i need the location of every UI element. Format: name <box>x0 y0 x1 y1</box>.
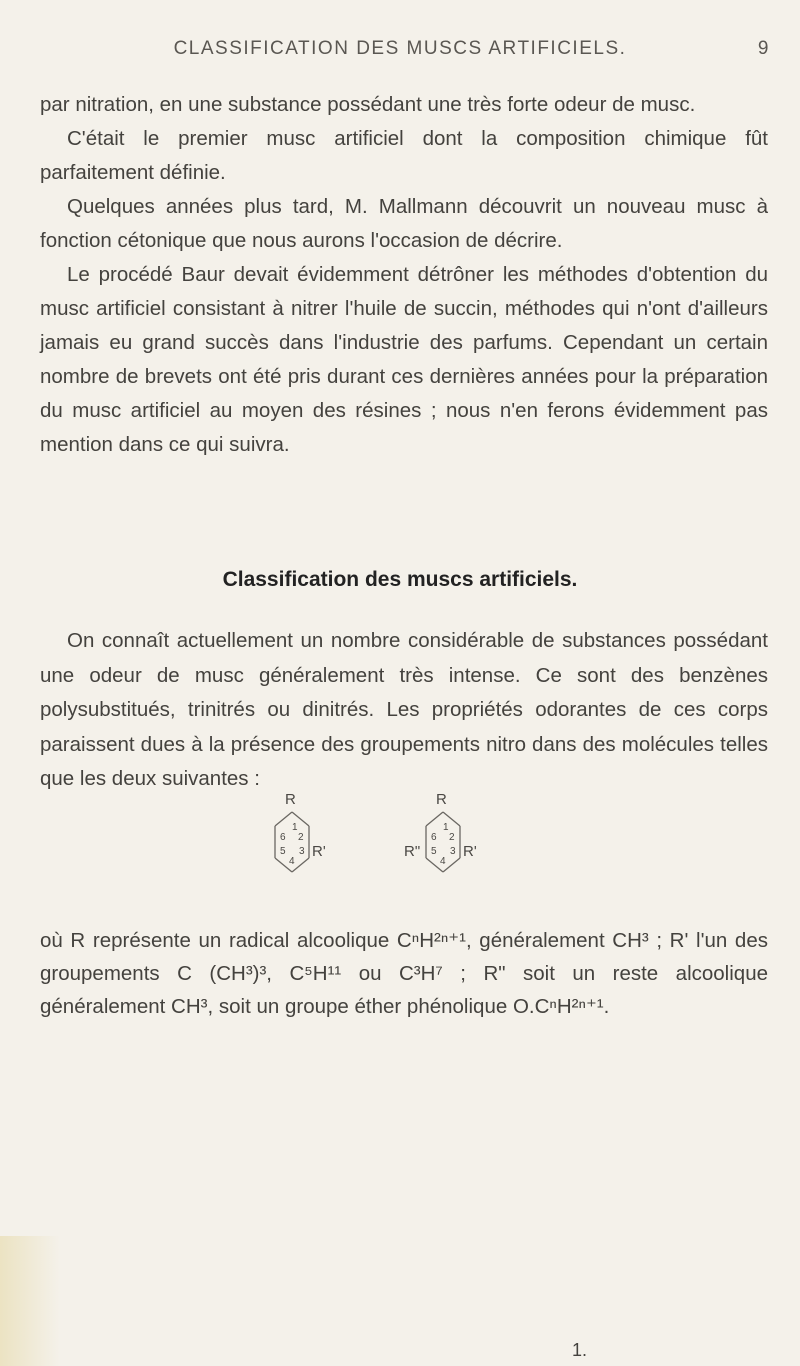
paragraph: Le procédé Baur devait évidemment détrôner les méthodes d'obtention du musc artificiel consistant à nitrer l'huile de succin, méthodes qui n'ont d'ailleurs jamais eu grand succès dans l'industrie des parfums. Cependant un certain nombre de brevets ont été pris durant ces dernières années pour la préparation du musc artificiel au moyen des résines ; nous n'en ferons évidemment pas mention dans ce qui suivra. <box>40 263 768 456</box>
formula-left-num-6: 6 <box>280 832 286 843</box>
formula-right-num-4: 4 <box>440 856 446 867</box>
body-text-after-formulas <box>40 924 768 1023</box>
footnote-marker: 1. <box>572 1340 588 1360</box>
formula-right-left-sub: R" <box>404 843 421 860</box>
formula-left-right-sub: R' <box>312 843 326 860</box>
paragraph: Quelques années plus tard, M. Mallmann découvrit un nouveau musc à fonction cétonique que nous aurons l'occasion de décrire. <box>40 195 768 252</box>
paragraph: C'était le premier musc artificiel dont la composition chimique fût parfaitement définie. <box>40 127 768 184</box>
formula-left-top-sub: R <box>285 791 296 808</box>
benzene-formulas-figure <box>0 790 800 910</box>
paragraph: par nitration, en une substance possédant une très forte odeur de musc. <box>40 93 696 116</box>
formula-right-num-6: 6 <box>431 832 437 843</box>
formula-right-num-2: 2 <box>449 832 455 843</box>
formula-right-right-sub: R' <box>463 843 477 860</box>
formula-right-num-3: 3 <box>450 846 456 857</box>
formula-left-num-2: 2 <box>298 832 304 843</box>
formula-left-num-1: 1 <box>292 822 298 833</box>
formula-left-num-3: 3 <box>299 846 305 857</box>
page-number: 9 <box>757 38 770 59</box>
formula-right-num-1: 1 <box>443 822 449 833</box>
structural-formulas <box>0 790 800 910</box>
paragraph: On connaît actuellement un nombre considérable de substances possédant une odeur de musc généralement très intense. Ce sont des benzènes polysubstitués, trinitrés ou dinitrés. Les propriétés odorantes de ces corps paraissent dues à la présence des groupements nitro dans des molécules telles que les deux suivantes : <box>40 629 768 790</box>
running-title: CLASSIFICATION DES MUSCS ARTIFICIELS. <box>173 38 627 59</box>
formula-right-num-5: 5 <box>431 846 437 857</box>
formula-right-top-sub: R <box>436 791 447 808</box>
body-text-top <box>40 88 768 462</box>
section-heading: Classification des muscs artificiels. <box>222 568 578 591</box>
paragraph: où R représente un radical alcoolique CⁿH²ⁿ⁺¹, généralement CH³ ; R' l'un des groupements C (CH³)³, C⁵H¹¹ ou C³H⁷ ; R" soit un reste alcoolique généralement CH³, soit un groupe éther phénolique O.CⁿH²ⁿ⁺¹. <box>40 929 768 1018</box>
paper-stain <box>0 1236 60 1366</box>
formula-left-num-4: 4 <box>289 856 295 867</box>
body-text-section <box>40 624 768 797</box>
formula-left-num-5: 5 <box>280 846 286 857</box>
